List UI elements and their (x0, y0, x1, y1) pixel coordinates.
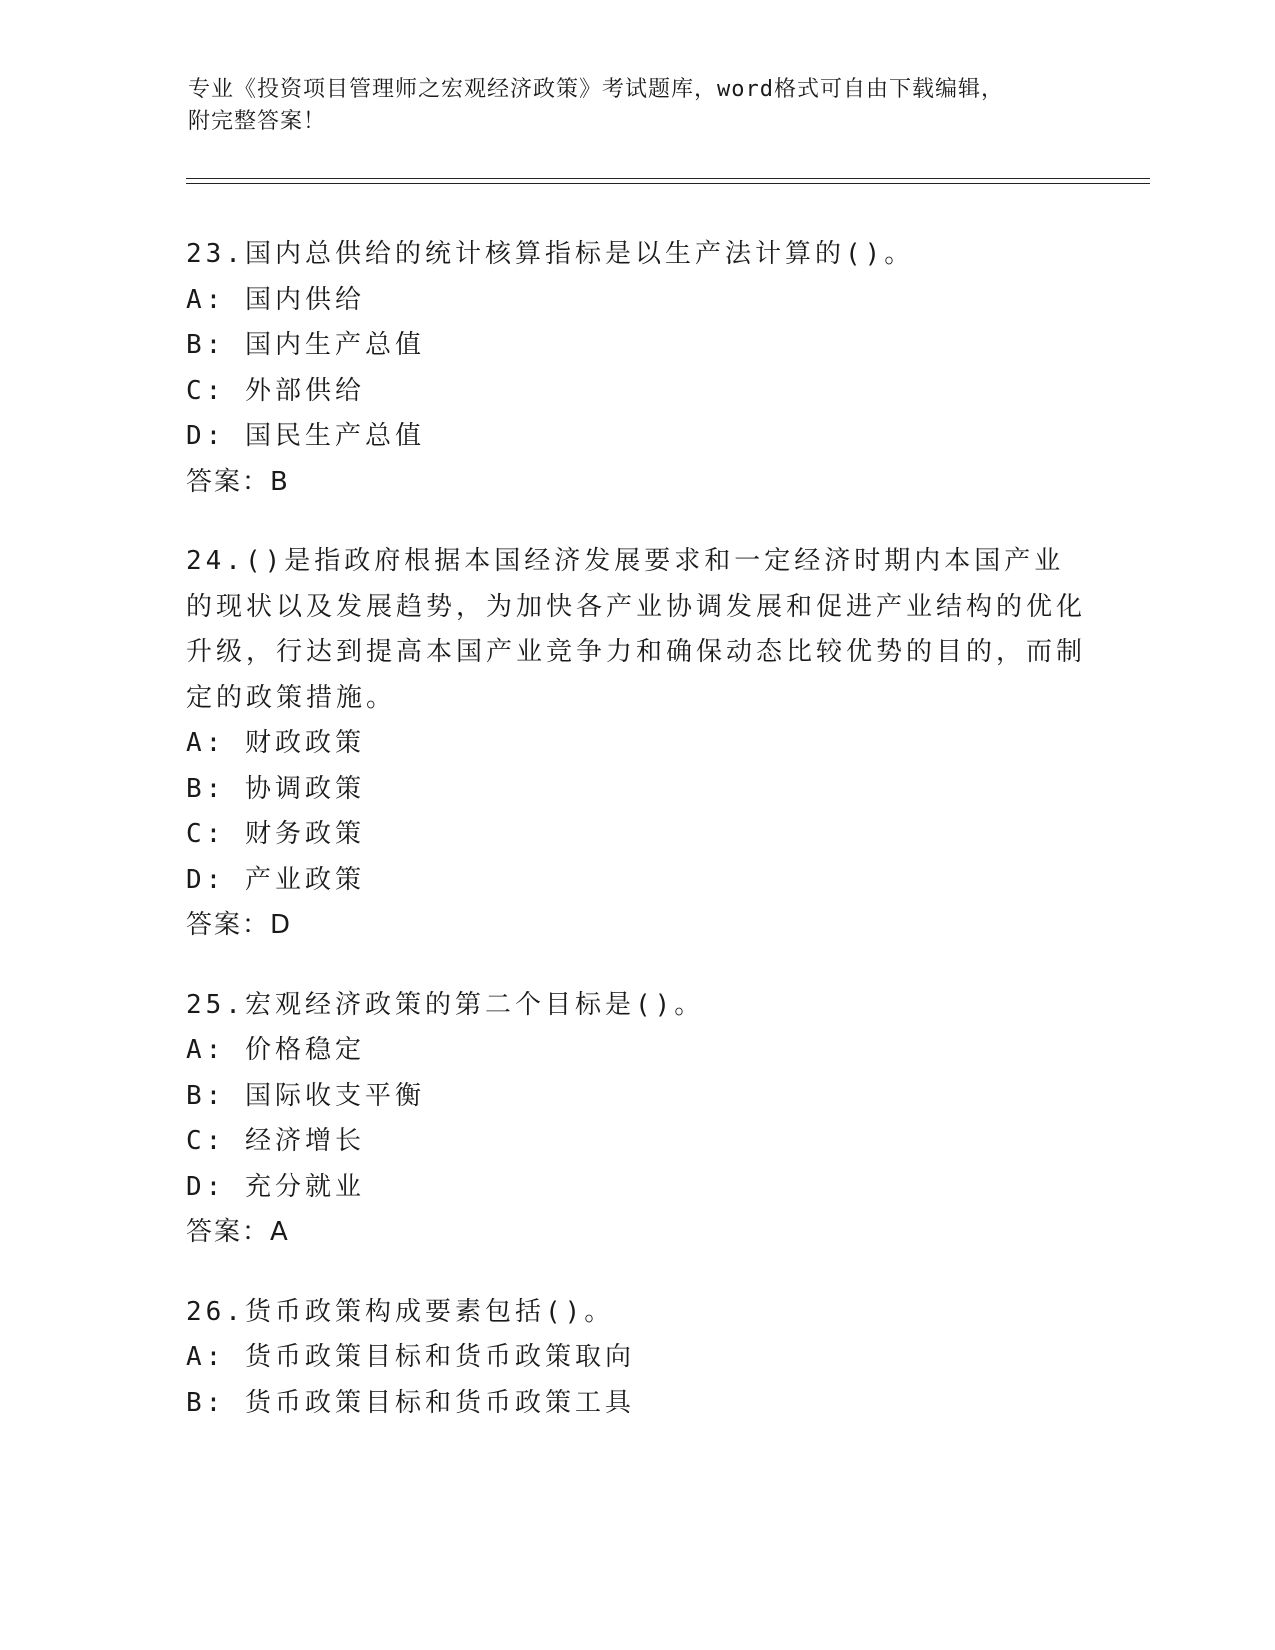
header-line-1: 专业《投资项目管理师之宏观经济政策》考试题库，word格式可自由下载编辑， (188, 77, 1004, 102)
question-text: 26.货币政策构成要素包括()。 (186, 1296, 615, 1327)
option-a: A: 国内供给 (186, 284, 365, 315)
question-24 (186, 539, 1086, 949)
answer: 答案：A (186, 1217, 290, 1247)
option-b: B: 国际收支平衡 (186, 1080, 425, 1111)
answer: 答案：D (186, 910, 293, 940)
option-d: D: 产业政策 (186, 864, 365, 895)
header-divider-top (186, 178, 1150, 179)
option-c: C: 财务政策 (186, 819, 365, 849)
option-d: D: 充分就业 (186, 1171, 365, 1202)
question-25 (186, 983, 1086, 1256)
question-text: 23.国内总供给的统计核算指标是以生产法计算的()。 (186, 239, 915, 269)
answer: 答案：B (186, 466, 290, 497)
header-line-2: 附完整答案！ (188, 109, 327, 134)
option-c: C: 外部供给 (186, 375, 365, 406)
option-b: B: 协调政策 (186, 773, 365, 804)
question-23 (186, 232, 1086, 505)
question-26 (186, 1290, 1086, 1427)
option-a: A: 价格稳定 (186, 1035, 365, 1065)
question-text: 24.()是指政府根据本国经济发展要求和一定经济时期内本国产业的现状以及发展趋势，为加快各产业协调发展和促进产业结构的优化升级，行达到提高本国产业竞争力和确保动态比较优势的目的，而制定的政策措施。 (186, 546, 1087, 713)
question-text: 25.宏观经济政策的第二个目标是()。 (186, 989, 705, 1020)
question-list (186, 232, 1086, 1460)
option-b: B: 货币政策目标和货币政策工具 (186, 1387, 635, 1418)
option-a: A: 货币政策目标和货币政策取向 (186, 1342, 635, 1372)
option-d: D: 国民生产总值 (186, 421, 425, 451)
option-b: B: 国内生产总值 (186, 330, 425, 360)
document-header (188, 74, 1088, 138)
header-divider-bottom (186, 183, 1150, 184)
option-a: A: 财政政策 (186, 728, 365, 758)
option-c: C: 经济增长 (186, 1126, 365, 1156)
